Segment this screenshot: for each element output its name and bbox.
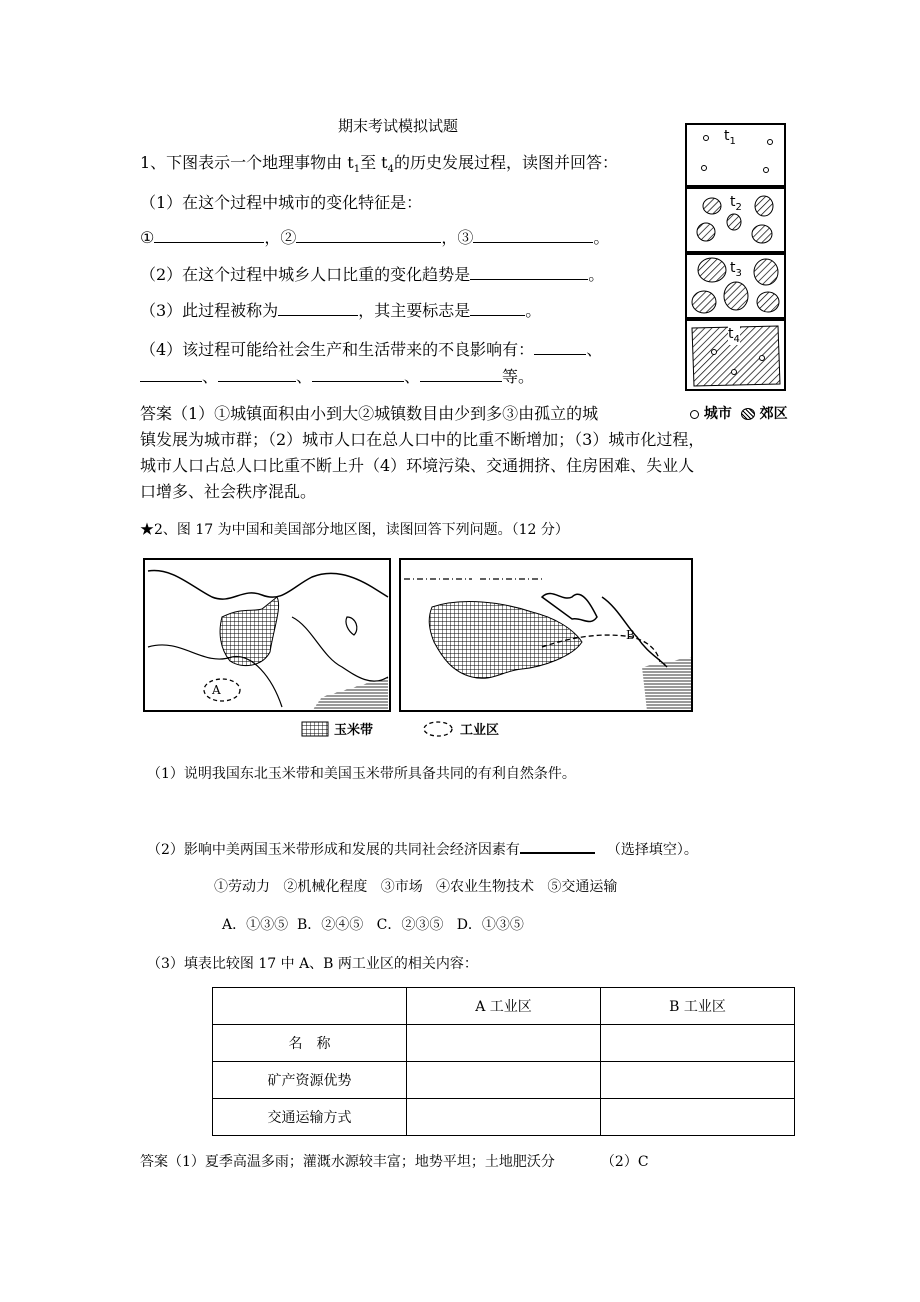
city-dot	[760, 356, 765, 361]
label-a: A	[212, 683, 221, 697]
q1-part3	[140, 298, 541, 321]
q2-answer-choice: （2）C	[600, 1154, 649, 1170]
stage-sub: 3	[735, 267, 742, 279]
city-dot	[764, 168, 769, 173]
suburb-area	[692, 291, 716, 313]
q1-stem	[140, 150, 618, 175]
q1-answer-line: 口增多、社会秩序混乱。	[140, 482, 317, 501]
q2-stem: ★2、图 17 为中国和美国部分地区图，读图回答下列问题。（12 分）	[140, 522, 569, 538]
table-header-b: B 工业区	[601, 988, 795, 1025]
mark: 、	[586, 340, 603, 359]
suburb-area	[754, 259, 778, 285]
legend-corn-label: 玉米带	[334, 723, 374, 738]
q1-part3-text: ，其主要标志是	[358, 301, 471, 320]
page-title: 期末考试模拟试题	[338, 117, 459, 135]
table-cell[interactable]	[601, 1025, 795, 1062]
suburb-area	[724, 282, 748, 310]
suburb-legend-icon	[741, 408, 755, 420]
blank-field[interactable]	[470, 301, 525, 316]
city-dot	[732, 370, 737, 375]
city-dot	[702, 166, 707, 171]
mark: ，②	[264, 228, 297, 247]
q2-part1: （1）说明我国东北玉米带和美国玉米带所具备共同的有利自然条件。	[147, 766, 576, 782]
q1-stem-part: 1、下图表示一个地理事物由 t	[140, 153, 354, 172]
q1-part3-text: （3）此过程被称为	[140, 301, 279, 320]
blank-field[interactable]	[218, 367, 296, 382]
table-cell	[213, 988, 407, 1025]
blank-field[interactable]	[278, 301, 358, 316]
q1-answer-line: 城市人口占总人口比重不断上升（4）环境污染、交通拥挤、住房困难、失业人	[140, 456, 695, 475]
mark: 。	[525, 301, 542, 320]
q1-part1: （1）在这个过程中城市的变化特征是：	[140, 193, 423, 212]
industry-comparison-table	[212, 987, 795, 1136]
suburb-area	[757, 292, 779, 312]
city-dot	[704, 136, 709, 141]
q2-part3: （3）填表比较图 17 中 A、B 两工业区的相关内容：	[147, 956, 478, 972]
stage-letter: t	[730, 260, 736, 276]
legend-city-label: 城市	[703, 406, 732, 422]
table-row	[213, 1099, 795, 1136]
q2-answer-text: 答案（1）夏季高温多雨；灌溉水源较丰富；地势平坦；土地肥沃分	[140, 1154, 555, 1170]
table-cell[interactable]	[601, 1062, 795, 1099]
mark: 等。	[502, 367, 535, 386]
q1-answer-line: 答案（1）①城镇面积由小到大②城镇数目由少到多③由孤立的城	[140, 404, 599, 423]
blank-field[interactable]	[312, 367, 404, 382]
table-cell[interactable]	[407, 1025, 601, 1062]
q1-answer-line: 镇发展为城市群；（2）城市人口在总人口中的比重不断增加；（3）城市化过程，	[140, 430, 705, 449]
blank-field[interactable]	[534, 340, 586, 355]
row-label: 名 称	[213, 1025, 407, 1062]
q2-options: ①劳动力 ②机械化程度 ③市场 ④农业生物技术 ⑤交通运输	[214, 879, 618, 895]
city-legend-icon	[690, 410, 699, 419]
q1-part2-text: （2）在这个过程中城乡人口比重的变化趋势是	[140, 265, 471, 284]
figure-legend	[690, 403, 788, 423]
q1-stem-part: 的历史发展过程，读图并回答：	[393, 153, 618, 172]
table-header-a: A 工业区	[407, 988, 601, 1025]
q1-sub: 4	[387, 164, 394, 176]
mark: 、	[202, 367, 219, 386]
stage-letter: t	[728, 326, 734, 342]
table-header-row	[213, 988, 795, 1025]
mark: ①	[140, 228, 155, 247]
stage-diagram	[684, 122, 788, 394]
mark: 、	[296, 367, 313, 386]
mark: 。	[588, 265, 605, 284]
stage-sub: 1	[729, 135, 736, 147]
stage-letter: t	[730, 194, 736, 210]
stage-label-t1	[724, 128, 736, 147]
industry-legend-icon	[424, 722, 452, 736]
q1-part4-text: （4）该过程可能给社会生产和生活带来的不良影响有：	[140, 340, 535, 359]
q2-part2-end: （选择填空）。	[606, 842, 698, 858]
table-row	[213, 1062, 795, 1099]
table-row	[213, 1025, 795, 1062]
q1-sub: 1	[353, 164, 361, 176]
row-label: 交通运输方式	[213, 1099, 407, 1136]
city-dot	[712, 350, 717, 355]
suburb-area	[698, 258, 726, 282]
stage-label-t4	[728, 326, 740, 345]
stage-sub: 4	[733, 333, 740, 345]
q1-part1-blanks	[140, 225, 609, 248]
corn-legend-icon	[302, 722, 328, 736]
suburb-area	[755, 196, 773, 216]
blank-field[interactable]	[296, 228, 441, 243]
q1-part4	[140, 337, 602, 360]
city-dot	[768, 140, 773, 145]
corn-belt-maps	[142, 557, 694, 747]
stage-sub: 2	[735, 201, 742, 213]
table-cell[interactable]	[407, 1062, 601, 1099]
blank-field[interactable]	[140, 367, 202, 382]
blank-field[interactable]	[470, 265, 588, 280]
suburb-area	[697, 223, 715, 241]
q1-part2	[140, 262, 604, 285]
mark: ，③	[441, 228, 474, 247]
stage-label-t3	[730, 260, 742, 279]
stage-letter: t	[724, 128, 730, 144]
q1-stem-part: 至 t	[360, 153, 388, 172]
stage-label-t2	[730, 194, 742, 213]
q2-choices: A．①③⑤ B．②④⑤ C．②③⑤ D．①③⑤	[222, 917, 524, 933]
blank-field[interactable]	[154, 228, 264, 243]
blank-field[interactable]	[473, 228, 593, 243]
table-cell[interactable]	[601, 1099, 795, 1136]
legend-suburb-label: 郊区	[759, 406, 788, 422]
q2-part2-text: （2）影响中美两国玉米带形成和发展的共同社会经济因素有	[147, 842, 520, 858]
q1-part4-blanks	[140, 364, 534, 387]
legend-industry-label: 工业区	[460, 723, 500, 738]
suburb-area	[703, 198, 721, 214]
suburb-area	[727, 214, 741, 230]
table-cell[interactable]	[407, 1099, 601, 1136]
blank-field[interactable]	[420, 367, 502, 382]
map-figure	[142, 557, 694, 747]
mark: 。	[593, 228, 610, 247]
blank-field[interactable]	[520, 838, 595, 854]
row-label: 矿产资源优势	[213, 1062, 407, 1099]
q2-answer	[140, 1151, 649, 1171]
mark: 、	[404, 367, 421, 386]
label-b: B	[626, 628, 635, 642]
suburb-area	[752, 225, 772, 243]
q2-part2	[147, 838, 698, 859]
